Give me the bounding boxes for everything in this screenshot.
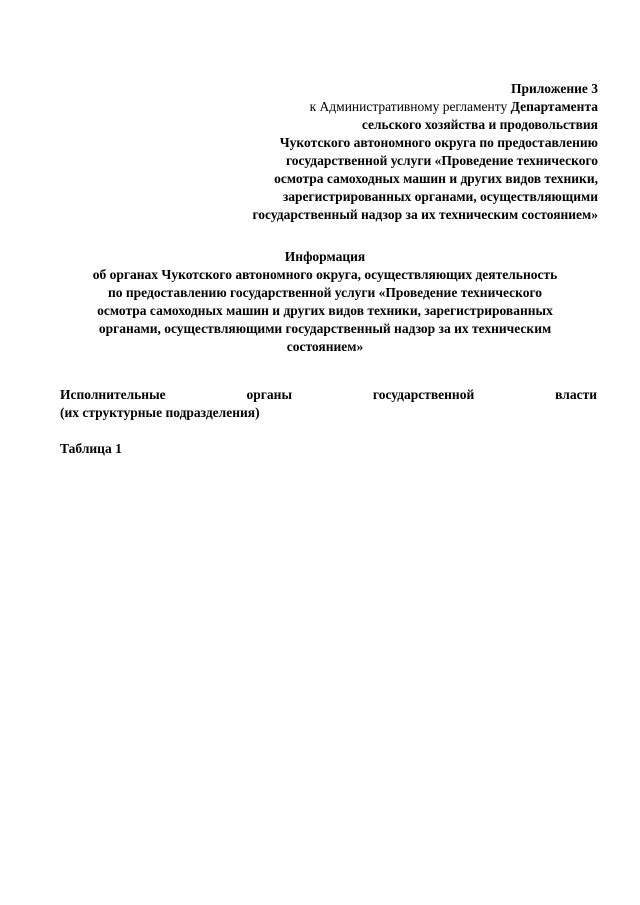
- appendix-line-2-normal: к Административному регламенту: [309, 99, 511, 114]
- appendix-line-7: зарегистрированных органами, осуществляющими: [282, 189, 598, 204]
- appendix-line-6: осмотра самоходных машин и других видов техники,: [274, 171, 598, 186]
- info-heading: Информация: [284, 249, 366, 264]
- executive-bodies-heading: [60, 386, 597, 422]
- info-line-3: осмотра самоходных машин и других видов техники, зарегистрированных: [97, 303, 553, 318]
- info-block: [55, 248, 595, 356]
- appendix-line-4: Чукотского автономного округа по предоставлению: [279, 135, 598, 150]
- appendix-title: Приложение 3: [510, 81, 598, 96]
- executive-word-1: Исполнительные: [60, 387, 166, 402]
- appendix-line-3: сельского хозяйства и продовольствия: [361, 117, 598, 132]
- appendix-header: [158, 80, 598, 224]
- info-line-2: по предоставлению государственной услуги «Проведение технического: [107, 285, 543, 300]
- executive-word-3: государственной: [372, 387, 475, 402]
- table-label: Таблица 1: [60, 441, 122, 456]
- appendix-line-5: государственной услуги «Проведение технического: [286, 153, 598, 168]
- info-line-5: состоянием»: [286, 339, 364, 354]
- executive-bodies-subline: (их структурные подразделения): [60, 405, 260, 420]
- appendix-line-2-bold: Департамента: [510, 99, 598, 114]
- executive-word-2: органы: [246, 387, 292, 402]
- executive-bodies-row: [60, 386, 597, 404]
- appendix-line-8: государственный надзор за их техническим состоянием»: [252, 207, 598, 222]
- executive-word-4: власти: [555, 387, 597, 402]
- info-line-1: об органах Чукотского автономного округа, осуществляющих деятельность: [92, 267, 558, 282]
- appendix-line-2: [158, 98, 598, 116]
- info-line-4: органами, осуществляющими государственный надзор за их техническим: [98, 321, 552, 336]
